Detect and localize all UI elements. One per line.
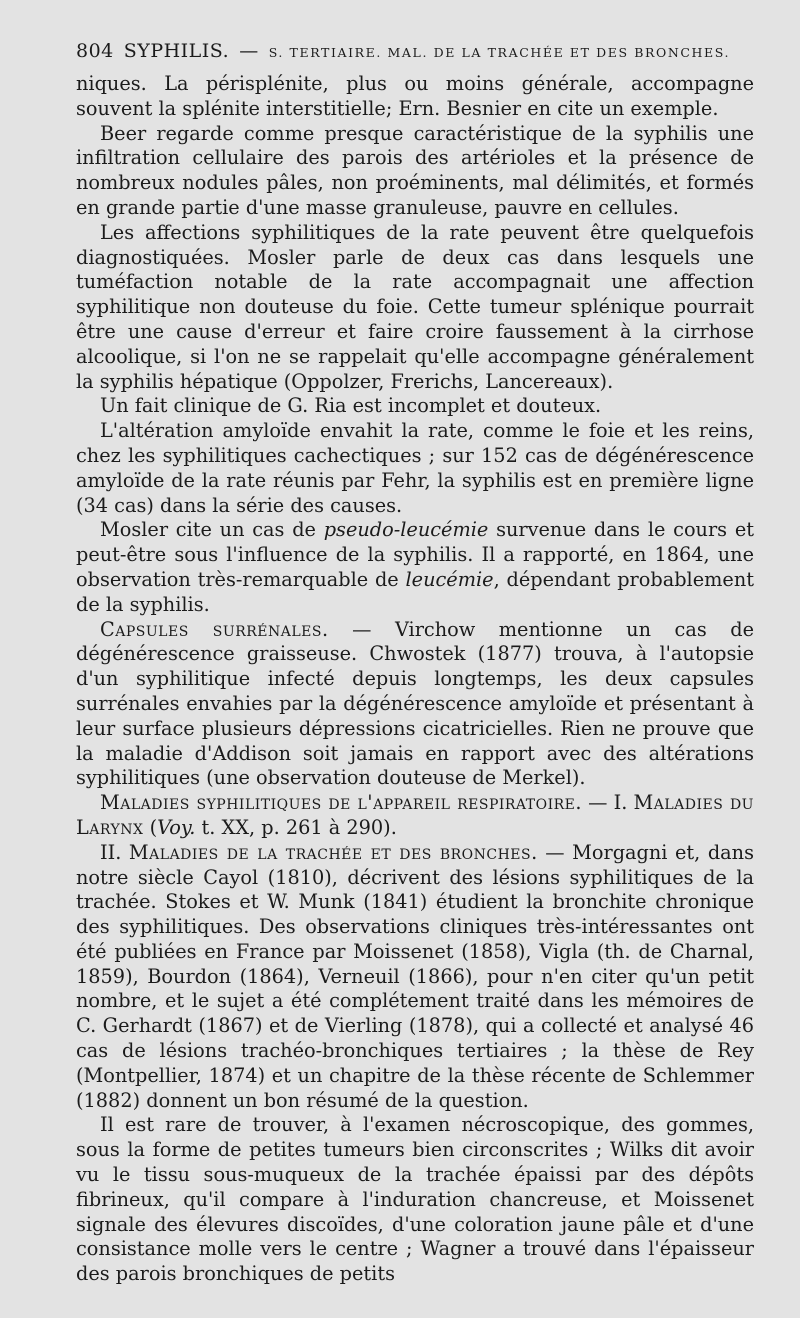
text-run: Mosler cite un cas de (100, 518, 324, 542)
text-run: , dépendant probablement de la syphilis. (76, 567, 754, 616)
section-title: S. TERTIAIRE. MAL. DE LA TRACHÉE ET DES BRONCHES. (268, 45, 731, 60)
section-heading: Maladies du Larynx (76, 791, 754, 839)
paragraph (76, 791, 754, 841)
page-number: 804 (76, 40, 114, 62)
section-heading: Maladies de la trachée et des bronches. (128, 840, 538, 864)
paragraph: niques. La périsplénite, plus ou moins générale, accompagne souvent la splénite interstitielle; Ern. Besnier en cite un exemple. (76, 72, 754, 120)
paragraph (76, 841, 754, 1114)
text-run: — Virchow mentionne un cas de dégénérescence graisseuse. Chwostek (1877) trouva, à l'autopsie d'un syphilitique infecté depuis longtemps, les deux capsules surrénales envahies par la dégénérescence amyloïde et présentant à leur surface plusieurs dépressions cicatricielles. Rien ne prouve que la maladie d'Addison soit jamais en rapport avec des altérations syphilitiques (une observation douteuse de Merkel). (76, 617, 755, 790)
text-run: survenue dans le cours et peut-être sous l'influence de la syphilis. Il a rapporté, en 1864, une observation très-remarquable de (76, 518, 754, 591)
text-run: ( (143, 815, 158, 839)
paragraph: Les affections syphilitiques de la rate peuvent être quelquefois diagnostiquées. Mosler parle de deux cas dans lesquels une tuméfaction notable de la rate accompagnait une affection syphilitique non douteuse du foie. Cette tumeur splénique pourrait être une cause d'erreur et faire croire faussement à la cirrhose alcoolique, si l'on ne se rappelait qu'elle accompagne généralement la syphilis hépatique (Oppolzer, Frerichs, Lancereaux). (76, 220, 754, 393)
text-run: — I. (582, 791, 634, 815)
paragraph (76, 518, 754, 617)
running-header (76, 40, 754, 72)
italic-term: pseudo-leucémie (323, 518, 489, 542)
paragraph (76, 618, 754, 792)
paragraph: Il est rare de trouver, à l'examen nécroscopique, des gommes, sous la forme de petites tumeurs bien circonscrites ; Wilks dit avoir vu le tissu sous-muqueux de la trachée épaissi par des dépôts fibrineux, qu'il compare à l'induration chancreuse, et Moissenet signale des élevures discoïdes, d'une coloration jaune pâle et d'une consistance molle vers le centre ; Wagner a trouvé dans l'épaisseur des parois bronchiques de petits (76, 1113, 754, 1286)
italic-term: Voy. (157, 815, 196, 839)
running-title: SYPHILIS. (123, 40, 230, 62)
text-run: II. (100, 840, 129, 864)
italic-term: leucémie (405, 567, 494, 591)
section-heading: Maladies syphilitiques de l'appareil respiratoire. (100, 791, 583, 815)
header-separator: — (239, 40, 259, 62)
text-run: t. XX, p. 261 à 290). (195, 815, 397, 839)
paragraph: Un fait clinique de G. Ria est incomplet et douteux. (100, 394, 602, 418)
paragraph: Beer regarde comme presque caractéristique de la syphilis une infiltration cellulaire des parois des artérioles et la présence de nombreux nodules pâles, non proéminents, mal délimités, et formés en grande partie d'une masse granuleuse, pauvre en cellules. (76, 121, 754, 219)
paragraph: L'altération amyloïde envahit la rate, comme le foie et les reins, chez les syphilitiques cachectiques ; sur 152 cas de dégénérescence amyloïde de la rate réunis par Fehr, la syphilis est en première ligne (34 cas) dans la série des causes. (76, 419, 754, 517)
page-body (76, 72, 754, 1287)
text-run: — Morgagni et, dans notre siècle Cayol (1810), décrivent des lésions syphilitiques de la trachée. Stokes et W. Munk (1841) étudient la bronchite chronique des syphilitiques. Des observations cliniques très-intéressantes ont été publiées en France par Moissenet (1858), Vigla (th. de Charnal, 1859), Bourdon (1864), Verneuil (1866), pour n'en citer qu'un petit nombre, et le sujet a été complétement traité dans les mémoires de C. Gerhardt (1867) et de Vierling (1878), qui a collecté et analysé 46 cas de lésions trachéo-bronchiques tertiaires ; la thèse de Rey (Montpellier, 1874) et un chapitre de la thèse récente de Schlemmer (1882) donnent un bon résumé de la question. (76, 840, 754, 1112)
section-heading: Capsules surrénales. (100, 617, 329, 641)
